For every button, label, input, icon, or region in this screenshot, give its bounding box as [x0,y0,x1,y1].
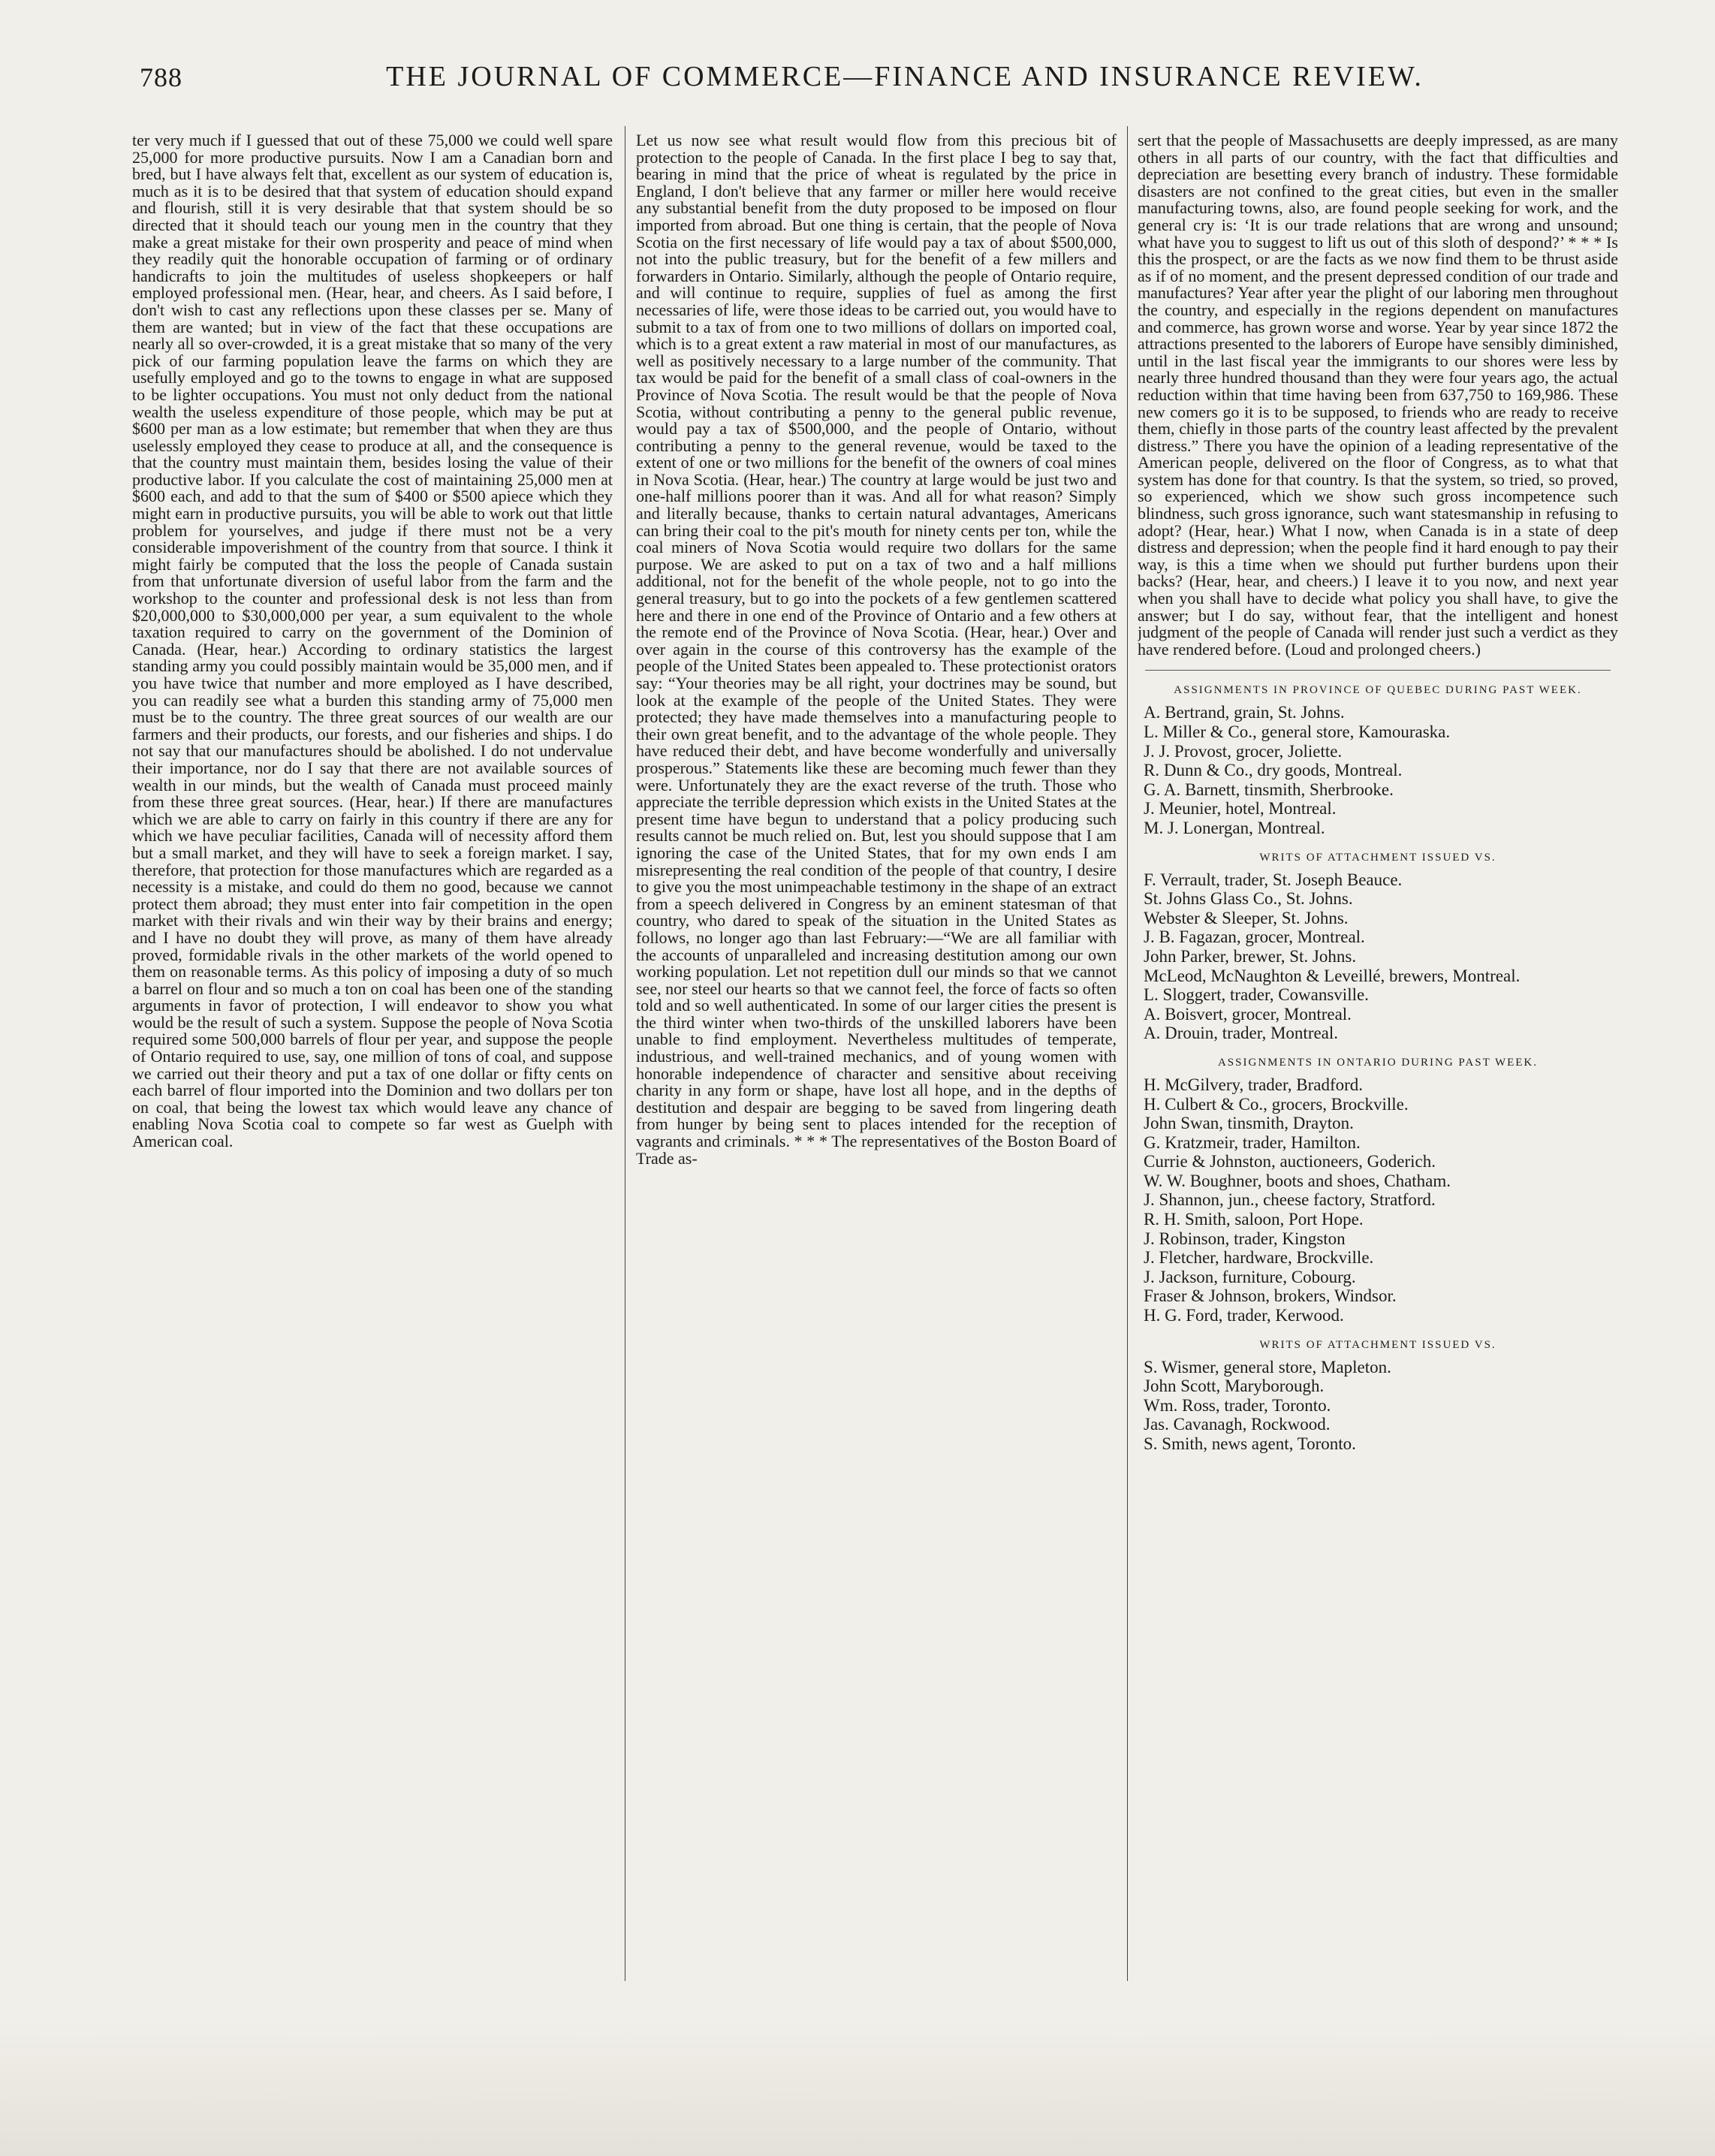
list-entry: J. Jackson, furniture, Cobourg. [1144,1267,1356,1286]
list-entry: Jas. Cavanagh, Rockwood. [1144,1415,1331,1434]
list-entry: H. Culbert & Co., grocers, Brockville. [1144,1094,1409,1114]
list-entry: L. Miller & Co., general store, Kamouraska. [1144,722,1451,741]
list-entry: Currie & Johnston, auctioneers, Goderich. [1144,1152,1436,1171]
list-entry: R. Dunn & Co., dry goods, Montreal. [1144,761,1403,780]
list-entry: A. Boisvert, grocer, Montreal. [1144,1004,1352,1024]
list-entry: L. Sloggert, trader, Cowansville. [1144,985,1369,1005]
list-entry: W. W. Boughner, boots and shoes, Chatham. [1144,1171,1451,1190]
list-entry: G. Kratzmeir, trader, Hamilton. [1144,1132,1361,1152]
list-entry: F. Verrault, trader, St. Joseph Beauce. [1144,870,1403,889]
list-entry: G. A. Barnett, tinsmith, Sherbrooke. [1144,779,1394,799]
list-entry: H. McGilvery, trader, Bradford. [1144,1075,1364,1094]
column-2 [636,132,1117,1980]
list-entry: John Swan, tinsmith, Drayton. [1144,1114,1354,1133]
column-3-text: sert that the people of Massachusetts are deeply impressed, as are many others in all parts of our country, with the fact that difficulties and depreciation are besetting every branch of industry. These formidable disasters are not confined to the great cities, but even in the smaller manufacturing towns, also, are found people seeking for work, and the general cry is: ‘It is our trade relations that are wrong and unsound; what have you to suggest to lift us out of this sloth of despond?’ * * * Is this the prospect, or are the facts as we now find them to be thrust aside as if of no moment, and the present depressed condition of our trade and manufactures? Year after year the plight of our laboring men throughout the country, and especially in the regions dependent on manufactures and commerce, has grown worse and worse. Year by year since 1872 the attractions presented to the laborers of Europe have sensibly diminished, until in the last fiscal year the immigrants to our shores were less by nearly three hundred thousand than they were four years ago, the actual reduction within that time having been from 637,750 to 169,986. These new comers go it is to be supposed, to friends who are ready to receive them, chiefly in those parts of the country least affected by the prevalent distress.” There you have the opinion of a leading representative of the American people, delivered on the floor of Congress, as to what that system has done for that country. Is that the system, so tried, so proved, so experienced, which we show such gross incompetence such blindness, such gross ignorance, such want statesmanship in refusing to adopt? (Hear, hear.) What I now, when Canada is in a state of deep distress and depression; when the people find it hard enough to pay their way, is this a time when we should put further burdens upon their backs? (Hear, hear, and cheers.) I leave it to you now, and next year when you shall have to decide what policy you shall have, to give the answer; but I do say, without fear, that the intelligent and honest judgment of the people of Canada will render just such a verdict as they have rendered before. (Loud and prolonged cheers.) [1138,132,1618,659]
list-entry: J. Shannon, jun., cheese factory, Stratford. [1144,1190,1436,1210]
list-entry: A. Bertrand, grain, St. Johns. [1144,703,1345,722]
list-ontario-writs [1138,1337,1618,1454]
column-rule-2 [1127,126,1128,1981]
list-quebec-assignments [1138,670,1618,837]
list-entry: Fraser & Johnson, brokers, Windsor. [1144,1286,1397,1306]
list-entry: St. Johns Glass Co., St. Johns. [1144,889,1353,909]
list-entry: McLeod, McNaughton & Leveillé, brewers, Montreal. [1144,966,1521,985]
page-number: 788 [140,62,182,92]
list-heading: WRITS OF ATTACHMENT ISSUED VS. [1259,1338,1496,1351]
list-entry: Webster & Sleeper, St. Johns. [1144,908,1349,927]
list-entry: Wm. Ross, trader, Toronto. [1144,1395,1331,1415]
column-1-text: ter very much if I guessed that out of these 75,000 we could well spare 25,000 for more productive pursuits. Now I am a Canadian born and bred, but I have always felt that, excellent as our system of education is, much as it is to be desired that that system of education should expand and flourish, still it is very desirable that that system should be so directed that it should teach our young men in the country that they make a great mistake for their own prosperity and peace of mind when they readily quit the honorable occupation of farming or of ordinary handicrafts to join the multitudes of useless shopkeepers or half employed professional men. (Hear, hear, and cheers. As I said before, I don't wish to cast any reflections upon these classes per se. Many of them are wanted; but in view of the fact that these occupations are nearly all so over-crowded, it is a great mistake that so many of the very pick of our farming population leave the farms on which they are usefully employed and go to the towns to engage in what are supposed to be lighter occupations. You must not only deduct from the national wealth the useless expenditure of those people, which may be put at $600 per man as a low estimate; but remember that when they are thus uselessly employed they cease to produce at all, and the consequence is that the country must maintain them, besides losing the value of their productive labor. If you calculate the cost of maintaining 25,000 men at $600 each, and add to that the sum of $400 or $500 apiece which they might earn in productive pursuits, you will be able to work out that little problem for yourselves, and judge if there must not be a very considerable impoverishment of the country from that source. I think it might fairly be computed that the loss the people of Canada sustain from that unfortunate diversion of useful labor from the farm and the workshop to the counter and professional desk is not less than from $20,000,000 to $30,000,000 per year, a sum equivalent to the whole taxation required to carry on the government of the Dominion of Canada. (Hear, hear.) According to ordinary statistics the largest standing army you could possibly maintain would be 35,000 men, and if you have twice that number and more employed as I have described, you can readily see what a burden this standing army of 75,000 men must be to the country. The three great sources of our wealth are our farmers and their products, our forests, and our fisheries and ships. I do not say that our manufactures should be abolished. I do not undervalue their importance, nor do I say that there are not available sources of wealth in our minds, but the wealth of Canada must proceed mainly from these three great sources. (Hear, hear.) If there are manufactures which we are able to carry on fairly in this country if there are any for which we have peculiar facilities, Canada will of necessity afford them but a small market, and they will have to seek a foreign market. I say, therefore, that protection for those manufactures which are regarded as a necessity is a mistake, and could do them no good, because we cannot protect them abroad; they must enter into fair competition in the open market with their rivals and win their way by their brains and energy; and I have no doubt they will prove, as many of them have already proved, formidable rivals in the other markets of the world opened to them on reasonable terms. As this policy of imposing a duty of so much a barrel on flour and so much a ton on coal has been one of the standing arguments in favor of protection, I will endeavor to show you what would be the result of such a system. Suppose the people of Nova Scotia required some 500,000 barrels of flour per year, and suppose the people of Ontario required to use, say, one million of tons of coal, and suppose we carried out their theory and put a tax of one dollar or fifty cents on each barrel of flour imported into the Dominion and two dollars per ton on coal, that being the lowest tax which would leave any chance of enabling Nova Scotia coal to compete so far west as Guelph with American coal. [132,132,613,1151]
list-entry: M. J. Lonergan, Montreal. [1144,818,1325,837]
running-title: THE JOURNAL OF COMMERCE—FINANCE AND INSURANCE REVIEW. [386,61,1424,92]
list-entry: A. Drouin, trader, Montreal. [1144,1024,1339,1043]
list-entry: J. B. Fagazan, grocer, Montreal. [1144,927,1365,947]
column-3 [1138,132,1618,1980]
column-2-text: Let us now see what result would flow from this precious bit of protection to the people of Canada. In the first place I beg to say that, bearing in mind that the price of wheat is regulated by the price in England, I don't believe that any farmer or miller here would receive any substantial benefit from the duty proposed to be imposed on flour imported from abroad. But one thing is certain, that the people of Nova Scotia on the first necessary of life would pay a tax of about $500,000, not into the public treasury, but for the benefit of a few millers and forwarders in Ontario. Similarly, although the people of Ontario require, and will continue to require, supplies of fuel as among the first necessaries of life, were those ideas to be carried out, you would have to submit to a tax of from one to two millions of dollars on imported coal, which is to a great extent a raw material in most of our manufactures, as well as positively necessary to a large number of the community. That tax would be paid for the benefit of a small class of coal-owners in the Province of Nova Scotia. The result would be that the people of Nova Scotia, without contributing a penny to the general public revenue, would pay a tax of $500,000, and the people of Ontario, without contributing a penny to the general revenue, would be taxed to the extent of one or two millions for the benefit of the owners of coal mines in Nova Scotia. (Hear, hear.) The country at large would be just two and one-half millions poorer than it was. And all for what reason? Simply and literally because, thanks to certain natural advantages, Americans can bring their coal to the pit's mouth for ninety cents per ton, while the coal miners of Nova Scotia would require two dollars for the same purpose. We are asked to put on a tax of two and a half millions additional, not for the benefit of the whole people, not to go into the general treasury, but to go into the pockets of a few gentlemen scattered here and there in one end of the Province of Ontario and a few others at the remote end of the Province of Nova Scotia. (Hear, hear.) Over and over again in the course of this controversy has the example of the people of the United States been appealed to. These protectionist orators say: “Your theories may be all right, your doctrines may be sound, but look at the example of the people of the United States. They were protected; they have made themselves into a manufacturing people to their own great benefit, and to the advantage of the whole people. They have reduced their debt, and have become wonderfully and universally prosperous.” Statements like these are becoming much fewer than they were. Unfortunately they are the exact reverse of the truth. Those who appreciate the terrible depression which exists in the United States at the present time have begun to understand that a policy producing such results cannot be much relied on. But, lest you should suppose that I am ignoring the case of the United States, that for my own ends I am misrepresenting the real condition of the people of that country, I desire to give you the most unimpeachable testimony in the shape of an extract from a speech delivered in Congress by an eminent statesman of that country, who dared to speak of the situation in the United States as follows, no longer ago than last February:—“We are all familiar with the accounts of unparalleled and increasing destitution among our own working population. Let not repetition dull our minds so that we cannot see, nor steel our hearts so that we cannot feel, the force of facts so often told and so well authenticated. In some of our larger cities the present is the third winter when two-thirds of the unskilled laborers have been unable to find employment. Nevertheless multitudes of temperate, industrious, and well-trained mechanics, and of young women with honorable independence of character and sensitive about receiving charity in any form or shape, have lost all hope, and in the depths of destitution and despair are begging to be saved from lingering death from hunger by being sent to places intended for the reception of vagrants and criminals. * * * The representatives of the Boston Board of Trade as- [636,132,1117,1168]
list-entry: S. Smith, news agent, Toronto. [1144,1434,1356,1453]
page-bottom-margin [0,2020,1715,2156]
column-1 [132,132,613,1980]
list-heading: ASSIGNMENTS IN ONTARIO DURING PAST WEEK. [1217,1056,1539,1069]
list-entry: R. H. Smith, saloon, Port Hope. [1144,1210,1364,1229]
list-entry: John Parker, brewer, St. Johns. [1144,946,1357,966]
list-entry: J. Meunier, hotel, Montreal. [1144,799,1337,819]
list-entry: J. J. Provost, grocer, Joliette. [1144,741,1343,761]
list-entry: J. Robinson, trader, Kingston [1144,1229,1346,1248]
list-entry: H. G. Ford, trader, Kerwood. [1144,1306,1344,1325]
list-heading: ASSIGNMENTS IN PROVINCE OF QUEBEC DURING PAST WEEK. [1145,670,1611,698]
list-entry: S. Wismer, general store, Mapleton. [1144,1357,1391,1377]
list-heading: WRITS OF ATTACHMENT ISSUED VS. [1259,851,1496,864]
list-entry: John Scott, Maryborough. [1144,1377,1325,1396]
list-ontario-assignments [1138,1055,1618,1325]
list-quebec-writs [1138,850,1618,1043]
list-entry: J. Fletcher, hardware, Brockville. [1144,1248,1374,1268]
